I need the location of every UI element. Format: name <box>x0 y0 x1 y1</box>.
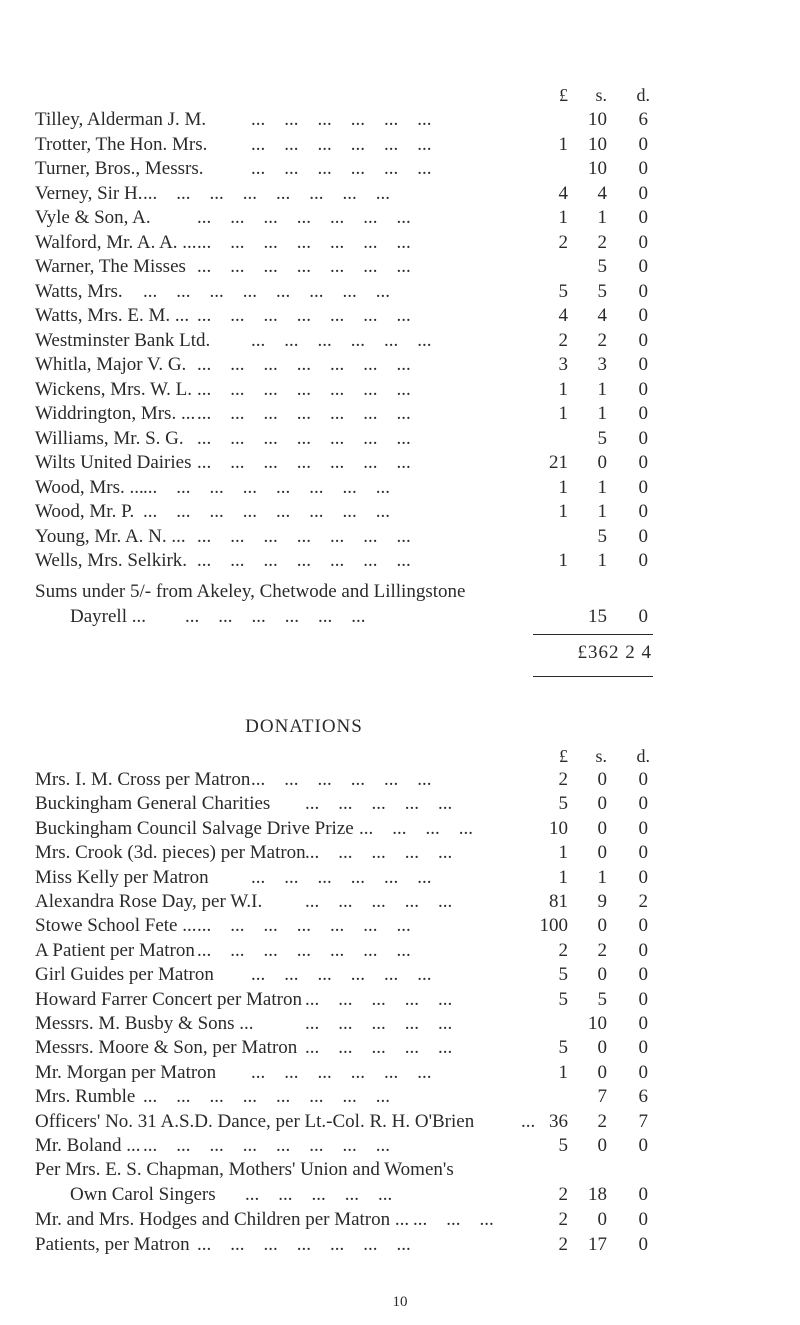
entry-pounds: 3 <box>558 354 568 375</box>
entry-name: Alexandra Rose Day, per W.I. <box>35 891 263 912</box>
entry-pence: 0 <box>638 182 648 204</box>
entry-pounds: 1 <box>558 133 568 155</box>
leader-dots: ... ... ... ... ... ... <box>251 158 432 179</box>
sums-under-line2: Dayrell ... <box>70 606 146 627</box>
entry-pence: 0 <box>638 231 648 253</box>
leader-dots: ... ... ... ... ... ... ... ... <box>143 280 390 302</box>
entry-row <box>0 792 800 816</box>
entry-name: Mrs. Crook (3d. pieces) per Matron <box>35 842 306 864</box>
entry-shillings: 0 <box>597 1037 607 1059</box>
entry-shillings: 5 <box>597 525 607 547</box>
entry-row <box>0 451 800 475</box>
entry-pence: 0 <box>638 354 648 375</box>
entry-name: Young, Mr. A. N. ... <box>35 525 186 547</box>
entry-pence: 0 <box>638 793 648 815</box>
leader-dots: ... ... ... ... ... <box>245 1184 393 1205</box>
entry-shillings: 4 <box>597 305 607 326</box>
entry-name: Wickens, Mrs. W. L. <box>35 378 193 400</box>
entry-pounds: 1 <box>558 476 568 498</box>
entry-name: Mrs. Rumble <box>35 1086 136 1108</box>
entry-row <box>0 133 800 157</box>
leader-dots: ... ... ... ... ... ... ... <box>197 427 411 449</box>
entry-pounds: 1 <box>558 550 568 571</box>
entry-pence: 2 <box>638 891 648 912</box>
entry-pence: 0 <box>638 1209 648 1230</box>
entry-pence: 0 <box>638 1135 648 1156</box>
chapman-pounds: 2 <box>558 1184 568 1205</box>
entry-name: Watts, Mrs. <box>35 280 123 302</box>
entry-shillings: 5 <box>597 427 607 449</box>
entry-row <box>0 329 800 353</box>
leader-dots: ... ... ... ... ... ... <box>251 329 432 351</box>
entry-shillings: 2 <box>597 231 607 253</box>
sums-under-pence: 0 <box>638 606 648 627</box>
entry-pounds: 5 <box>558 1037 568 1059</box>
entry-shillings: 1 <box>597 476 607 498</box>
entry-shillings: 5 <box>597 256 607 277</box>
entry-name: Messrs. Moore & Son, per Matron <box>35 1037 298 1059</box>
entry-pounds: 5 <box>558 1135 568 1156</box>
leader-dots: ... ... ... ... ... ... ... <box>197 403 411 424</box>
entry-pence: 0 <box>638 939 648 961</box>
entry-row <box>0 476 800 500</box>
entry-name: Williams, Mr. S. G. <box>35 427 184 449</box>
entry-name: Officers' No. 31 A.S.D. Dance, per Lt.-Col. R. H. O'Brien <box>35 1110 475 1132</box>
entry-pence: 6 <box>638 1086 648 1108</box>
entry-shillings: 0 <box>597 964 607 986</box>
entry-shillings: 1 <box>597 866 607 888</box>
entry-pence: 0 <box>638 158 648 179</box>
entry-shillings: 0 <box>597 915 607 937</box>
leader-dots: ... ... ... ... ... <box>305 891 453 912</box>
entry-name: Watts, Mrs. E. M. ... <box>35 305 190 326</box>
entry-pence: 0 <box>638 1037 648 1059</box>
entry-shillings: 10 <box>588 109 607 130</box>
entry-row <box>0 1012 800 1036</box>
leader-dots: ... ... ... ... ... <box>305 1037 453 1059</box>
entry-pence: 0 <box>638 427 648 449</box>
entry-name: Turner, Bros., Messrs. <box>35 158 204 179</box>
entry-row <box>0 549 800 573</box>
entry-row <box>0 914 800 938</box>
entry-name: Patients, per Matron <box>35 1233 190 1255</box>
entry-pence: 0 <box>638 305 648 326</box>
entry-pounds: 2 <box>558 329 568 351</box>
total-rule-bottom <box>533 676 653 677</box>
donations-title: DONATIONS <box>245 716 363 737</box>
page-number: 10 <box>392 1294 408 1310</box>
leader-dots: ... ... ... ... ... ... ... ... <box>143 1135 390 1156</box>
leader-dots: ... ... ... ... ... ... ... <box>197 305 411 326</box>
chapman-pence: 0 <box>638 1184 648 1205</box>
entry-name: Westminster Bank Ltd. <box>35 329 211 351</box>
entry-pence: 0 <box>638 842 648 864</box>
entry-shillings: 4 <box>597 182 607 204</box>
leader-dots: ... <box>521 1110 536 1132</box>
entry-pence: 0 <box>638 329 648 351</box>
entry-shillings: 5 <box>597 988 607 1010</box>
entry-shillings: 3 <box>597 354 607 375</box>
grand-total: £362 2 4 <box>577 642 652 663</box>
leader-dots: ... ... ... ... ... ... <box>251 964 432 986</box>
entry-name: Whitla, Major V. G. <box>35 354 187 375</box>
entry-pence: 0 <box>638 915 648 937</box>
leader-dots: ... ... ... ... ... ... ... <box>197 1233 411 1255</box>
entry-row <box>0 1233 800 1257</box>
entry-row <box>0 1134 800 1158</box>
entry-pounds: 4 <box>558 182 568 204</box>
entry-row <box>0 1110 800 1134</box>
entry-name: A Patient per Matron <box>35 939 195 961</box>
entry-shillings: 0 <box>597 769 607 790</box>
entry-row <box>0 427 800 451</box>
leader-dots: ... ... ... ... ... ... ... ... <box>143 476 390 498</box>
entry-row <box>0 890 800 914</box>
entry-name: Warner, The Misses <box>35 256 186 277</box>
entry-row <box>0 817 800 841</box>
entry-shillings: 0 <box>597 817 607 839</box>
entry-pence: 0 <box>638 501 648 522</box>
entry-shillings: 0 <box>597 452 607 473</box>
entry-row <box>0 353 800 377</box>
entry-row <box>0 866 800 890</box>
leader-dots: ... ... ... ... ... ... <box>251 769 432 790</box>
entry-name: Girl Guides per Matron <box>35 964 214 986</box>
entry-row <box>0 1085 800 1109</box>
entry-shillings: 2 <box>597 1110 607 1132</box>
entry-pence: 0 <box>638 378 648 400</box>
entry-shillings: 1 <box>597 501 607 522</box>
entry-pence: 0 <box>638 207 648 228</box>
leader-dots: ... ... ... ... ... ... ... <box>197 207 411 228</box>
entry-name: Vyle & Son, A. <box>35 207 151 228</box>
entry-pounds: 100 <box>539 915 568 937</box>
entry-name: Verney, Sir H. <box>35 182 143 204</box>
entry-row <box>0 182 800 206</box>
leader-dots: ... ... ... ... ... ... ... ... <box>143 182 390 204</box>
leader-dots: ... ... ... ... ... ... ... ... <box>143 501 390 522</box>
entry-shillings: 5 <box>597 280 607 302</box>
entry-row <box>0 939 800 963</box>
entry-shillings: 0 <box>597 1135 607 1156</box>
entry-shillings: 7 <box>597 1086 607 1108</box>
entry-shillings: 9 <box>597 891 607 912</box>
chapman-row-2 <box>0 1183 800 1207</box>
entry-row <box>0 255 800 279</box>
leader-dots: ... ... ... ... ... ... ... <box>197 231 411 253</box>
entry-pence: 0 <box>638 133 648 155</box>
entry-row <box>0 402 800 426</box>
entry-name: Stowe School Fete ... <box>35 915 197 937</box>
sums-under-row-2 <box>0 605 800 629</box>
chapman-row <box>0 1158 800 1182</box>
leader-dots: ... ... ... ... ... ... <box>251 1061 432 1083</box>
chapman-line2: Own Carol Singers <box>70 1184 216 1205</box>
entry-shillings: 2 <box>597 329 607 351</box>
entry-name: Widdrington, Mrs. ... <box>35 403 196 424</box>
entry-name: Howard Farrer Concert per Matron <box>35 988 302 1010</box>
entry-shillings: 2 <box>597 939 607 961</box>
entry-pounds: 4 <box>558 305 568 326</box>
entry-pounds: 1 <box>558 842 568 864</box>
leader-dots: ... ... ... ... ... ... <box>251 866 432 888</box>
entry-shillings: 1 <box>597 550 607 571</box>
entry-shillings: 1 <box>597 378 607 400</box>
pounds-header: £ <box>559 85 568 105</box>
sums-under-row <box>0 580 800 604</box>
entry-pence: 0 <box>638 525 648 547</box>
entry-pounds: 2 <box>558 939 568 961</box>
entry-name: Trotter, The Hon. Mrs. <box>35 133 208 155</box>
entry-name: Mr. Morgan per Matron <box>35 1061 217 1083</box>
entry-pence: 0 <box>638 817 648 839</box>
entry-pounds: 5 <box>558 964 568 986</box>
donations-pounds-header: £ <box>559 746 568 766</box>
entry-pence: 0 <box>638 866 648 888</box>
entry-pounds: 10 <box>549 817 568 839</box>
entry-pounds: 1 <box>558 378 568 400</box>
entry-name: Wilts United Dairies <box>35 452 192 473</box>
entry-name: Buckingham General Charities <box>35 793 271 815</box>
entry-shillings: 17 <box>588 1233 607 1255</box>
entry-pounds: 2 <box>558 769 568 790</box>
chapman-line1: Per Mrs. E. S. Chapman, Mothers' Union and Women's <box>35 1159 454 1180</box>
entry-name: Mr. and Mrs. Hodges and Children per Matron ... <box>35 1209 410 1230</box>
donations-shillings-header: s. <box>595 746 607 766</box>
leader-dots: ... ... ... ... ... ... ... <box>197 525 411 547</box>
entry-shillings: 10 <box>588 158 607 179</box>
entry-pounds: 36 <box>549 1110 568 1132</box>
entry-pence: 0 <box>638 476 648 498</box>
entry-name: Messrs. M. Busby & Sons ... <box>35 1013 254 1034</box>
leader-dots: ... ... ... ... ... <box>305 842 453 864</box>
entry-row <box>0 157 800 181</box>
shillings-header: s. <box>595 85 607 105</box>
entry-name: Walford, Mr. A. A. ... <box>35 231 197 253</box>
entry-pence: 6 <box>638 109 648 130</box>
entry-pence: 0 <box>638 403 648 424</box>
entry-shillings: 0 <box>597 842 607 864</box>
leader-dots: ... ... ... ... ... ... ... <box>197 354 411 375</box>
entry-shillings: 0 <box>597 793 607 815</box>
leader-dots: ... ... ... ... ... ... ... <box>197 452 411 473</box>
entry-pence: 0 <box>638 550 648 571</box>
entry-shillings: 10 <box>588 1013 607 1034</box>
entry-row <box>0 500 800 524</box>
entry-pounds: 2 <box>558 231 568 253</box>
entry-pence: 0 <box>638 256 648 277</box>
entry-name: Wells, Mrs. Selkirk. <box>35 550 188 571</box>
entry-pence: 0 <box>638 452 648 473</box>
leader-dots: ... ... ... ... ... ... ... <box>197 550 411 571</box>
sums-under-line1: Sums under 5/- from Akeley, Chetwode and Lillingstone <box>35 581 466 602</box>
entry-pounds: 1 <box>558 207 568 228</box>
entry-pounds: 2 <box>558 1233 568 1255</box>
entry-pounds: 1 <box>558 866 568 888</box>
leader-dots: ... ... ... ... ... ... ... <box>197 915 411 937</box>
entry-pence: 0 <box>638 964 648 986</box>
donations-pence-header: d. <box>636 746 650 766</box>
pence-header: d. <box>636 85 650 105</box>
entry-row <box>0 1061 800 1085</box>
entry-row <box>0 280 800 304</box>
entry-pounds: 5 <box>558 280 568 302</box>
entry-pence: 0 <box>638 769 648 790</box>
entry-row <box>0 963 800 987</box>
entry-row <box>0 206 800 230</box>
entry-row <box>0 525 800 549</box>
entry-row <box>0 378 800 402</box>
entry-row <box>0 841 800 865</box>
entry-row <box>0 1036 800 1060</box>
leader-dots: ... ... ... ... <box>359 817 473 839</box>
entry-shillings: 10 <box>588 133 607 155</box>
sums-under-shillings: 15 <box>588 606 607 627</box>
entry-name: Mrs. I. M. Cross per Matron <box>35 769 251 790</box>
entry-pence: 0 <box>638 988 648 1010</box>
entry-pounds: 1 <box>558 403 568 424</box>
leader-dots: ... ... ... ... ... <box>305 1013 453 1034</box>
leader-dots: ... ... ... ... ... ... <box>251 109 432 130</box>
entry-shillings: 1 <box>597 403 607 424</box>
entry-pence: 0 <box>638 1061 648 1083</box>
leader-dots: ... ... ... ... ... ... ... <box>197 939 411 961</box>
entry-name: Wood, Mrs. ... <box>35 476 144 498</box>
total-rule-top <box>533 634 653 635</box>
entry-pounds: 1 <box>558 1061 568 1083</box>
entry-pounds: 5 <box>558 793 568 815</box>
leader-dots: ... ... ... ... ... <box>305 988 453 1010</box>
entry-name: Tilley, Alderman J. M. <box>35 109 207 130</box>
entry-row <box>0 1208 800 1232</box>
entry-pounds: 5 <box>558 988 568 1010</box>
total-row <box>0 641 800 665</box>
entry-row <box>0 988 800 1012</box>
entry-shillings: 1 <box>597 207 607 228</box>
leader-dots: ... ... ... <box>413 1209 494 1230</box>
leader-dots: ... ... ... ... ... ... <box>251 133 432 155</box>
entry-name: Mr. Boland ... <box>35 1135 141 1156</box>
entry-pence: 0 <box>638 280 648 302</box>
entry-pounds: 2 <box>558 1209 568 1230</box>
entry-row <box>0 108 800 132</box>
chapman-shillings: 18 <box>588 1184 607 1205</box>
entry-pence: 0 <box>638 1233 648 1255</box>
entry-shillings: 0 <box>597 1209 607 1230</box>
entry-shillings: 0 <box>597 1061 607 1083</box>
entry-row <box>0 768 800 792</box>
entry-name: Miss Kelly per Matron <box>35 866 209 888</box>
leader-dots: ... ... ... ... ... ... ... <box>197 256 411 277</box>
entry-name: Wood, Mr. P. <box>35 501 135 522</box>
leader-dots: ... ... ... ... ... <box>305 793 453 815</box>
entry-pounds: 1 <box>558 501 568 522</box>
leader-dots: ... ... ... ... ... ... ... <box>197 378 411 400</box>
leader-dots: ... ... ... ... ... ... ... ... <box>143 1086 390 1108</box>
entry-pence: 7 <box>638 1110 648 1132</box>
entry-pence: 0 <box>638 1013 648 1034</box>
entry-row <box>0 231 800 255</box>
entry-pounds: 21 <box>549 452 568 473</box>
leader-dots: ... ... ... ... ... ... <box>185 606 366 627</box>
entry-row <box>0 304 800 328</box>
entry-name: Buckingham Council Salvage Drive Prize <box>35 817 354 839</box>
entry-pounds: 81 <box>549 891 568 912</box>
